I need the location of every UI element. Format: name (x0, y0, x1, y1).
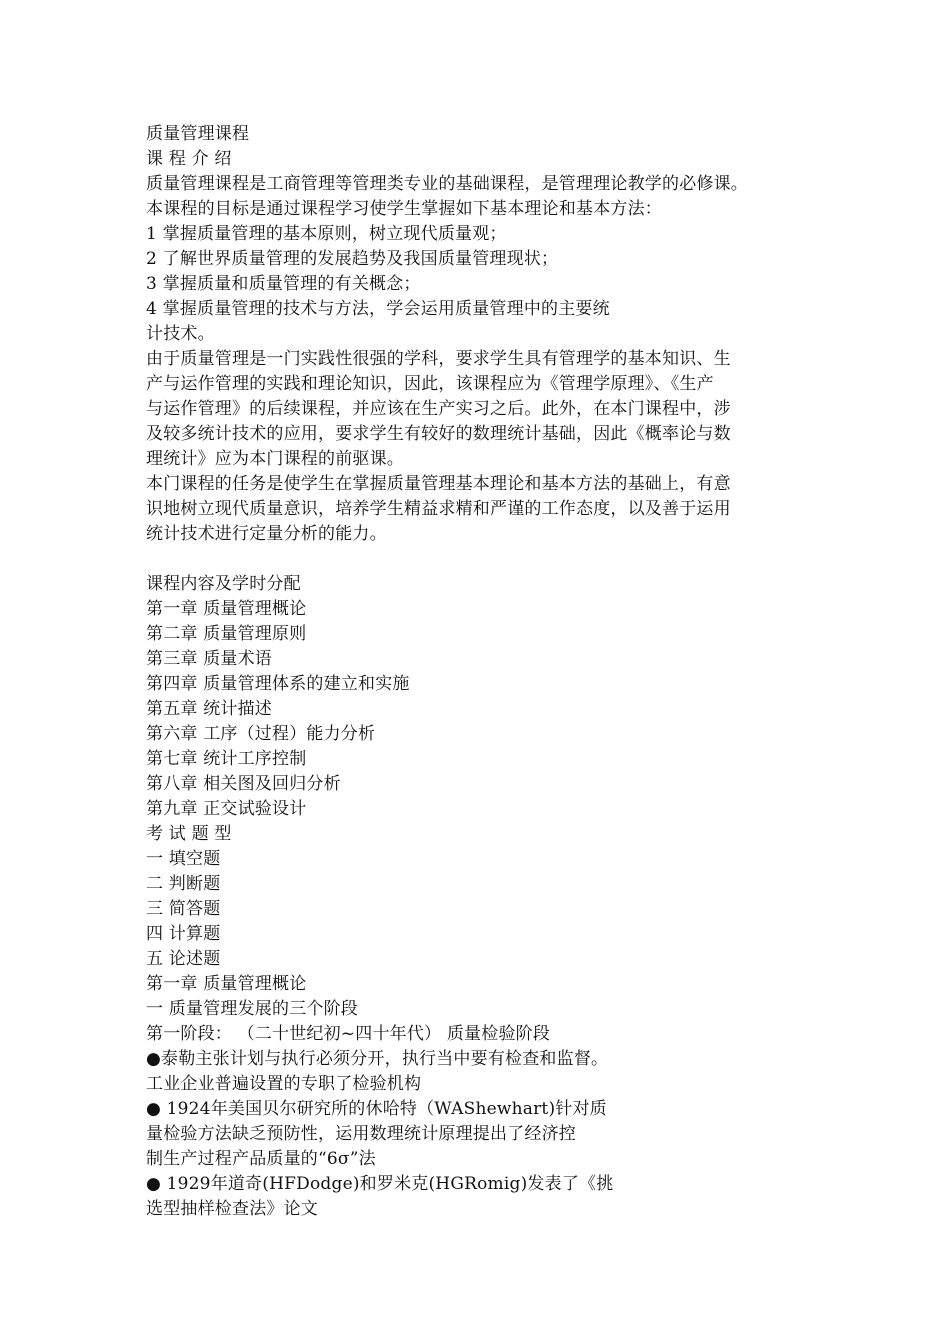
text-line: 本课程的目标是通过课程学习使学生掌握如下基本理论和基本方法： (146, 199, 662, 219)
goal-item-2: 2 了解世界质量管理的发展趋势及我国质量管理现状； (146, 249, 559, 269)
chapter-heading: 第一章 质量管理概论 (146, 974, 307, 994)
exam-type-item-2: 二 判断题 (146, 874, 221, 894)
text-line: 量检验方法缺乏预防性，运用数理统计原理提出了经济控 (146, 1124, 576, 1144)
text-line: 本门课程的任务是使学生在掌握质量管理基本理论和基本方法的基础上，有意 (146, 474, 731, 494)
section-heading-exam-types: 考 试 题 型 (146, 824, 232, 844)
bullet-line: ● 1929年道奇(HFDodge)和罗米克(HGRomig)发表了《挑 (146, 1174, 614, 1194)
chapter-item-2: 第二章 质量管理原则 (146, 624, 307, 644)
text-line: 工业企业普遍设置的专职了检验机构 (146, 1074, 422, 1094)
chapter-item-9: 第九章 正交试验设计 (146, 799, 307, 819)
text-line: 产与运作管理的实践和理论知识，因此，该课程应为《管理学原理》、《生产 (146, 374, 714, 394)
document-page (146, 122, 816, 1222)
chapter-item-1: 第一章 质量管理概论 (146, 599, 307, 619)
subsection-heading: 一 质量管理发展的三个阶段 (146, 999, 359, 1019)
chapter-item-8: 第八章 相关图及回归分析 (146, 774, 341, 794)
goal-item-3: 3 掌握质量和质量管理的有关概念； (146, 274, 421, 294)
chapter-item-5: 第五章 统计描述 (146, 699, 273, 719)
text-line: 制生产过程产品质量的“6σ”法 (146, 1149, 376, 1169)
goal-item-1: 1 掌握质量管理的基本原则，树立现代质量观； (146, 224, 507, 244)
bullet-line: ● 1924年美国贝尔研究所的休哈特（WAShewhart)针对质 (146, 1099, 607, 1119)
blank-line (146, 547, 816, 572)
text-line: 质量管理课程是工商管理等管理类专业的基础课程，是管理理论教学的必修课。 (146, 174, 748, 194)
exam-type-item-4: 四 计算题 (146, 924, 221, 944)
stage-heading: 第一阶段： （二十世纪初~四十年代） 质量检验阶段 (146, 1024, 551, 1044)
goal-item-4: 4 掌握质量管理的技术与方法，学会运用质量管理中的主要统 (146, 299, 610, 319)
chapter-item-7: 第七章 统计工序控制 (146, 749, 307, 769)
section-heading-course-intro: 课 程 介 绍 (146, 149, 232, 169)
text-line: 由于质量管理是一门实践性很强的学科，要求学生具有管理学的基本知识、生 (146, 349, 731, 369)
exam-type-item-5: 五 论述题 (146, 949, 221, 969)
text-line: 理统计》应为本门课程的前驱课。 (146, 449, 404, 469)
text-line: 识地树立现代质量意识，培养学生精益求精和严谨的工作态度，以及善于运用 (146, 499, 731, 519)
section-heading-content: 课程内容及学时分配 (146, 574, 301, 594)
text-line: 统计技术进行定量分析的能力。 (146, 524, 387, 544)
chapter-item-3: 第三章 质量术语 (146, 649, 273, 669)
text-line: 选型抽样检查法》论文 (146, 1199, 318, 1219)
exam-type-item-3: 三 简答题 (146, 899, 221, 919)
chapter-item-6: 第六章 工序（过程）能力分析 (146, 724, 376, 744)
exam-type-item-1: 一 填空题 (146, 849, 221, 869)
bullet-line: ●泰勒主张计划与执行必须分开，执行当中要有检查和监督。 (146, 1049, 609, 1069)
text-line: 与运作管理》的后续课程，并应该在生产实习之后。此外，在本门课程中，涉 (146, 399, 731, 419)
text-line: 及较多统计技术的应用，要求学生有较好的数理统计基础，因此《概率论与数 (146, 424, 731, 444)
goal-item-4-cont: 计技术。 (146, 324, 215, 344)
document-title: 质量管理课程 (146, 124, 250, 144)
chapter-item-4: 第四章 质量管理体系的建立和实施 (146, 674, 410, 694)
